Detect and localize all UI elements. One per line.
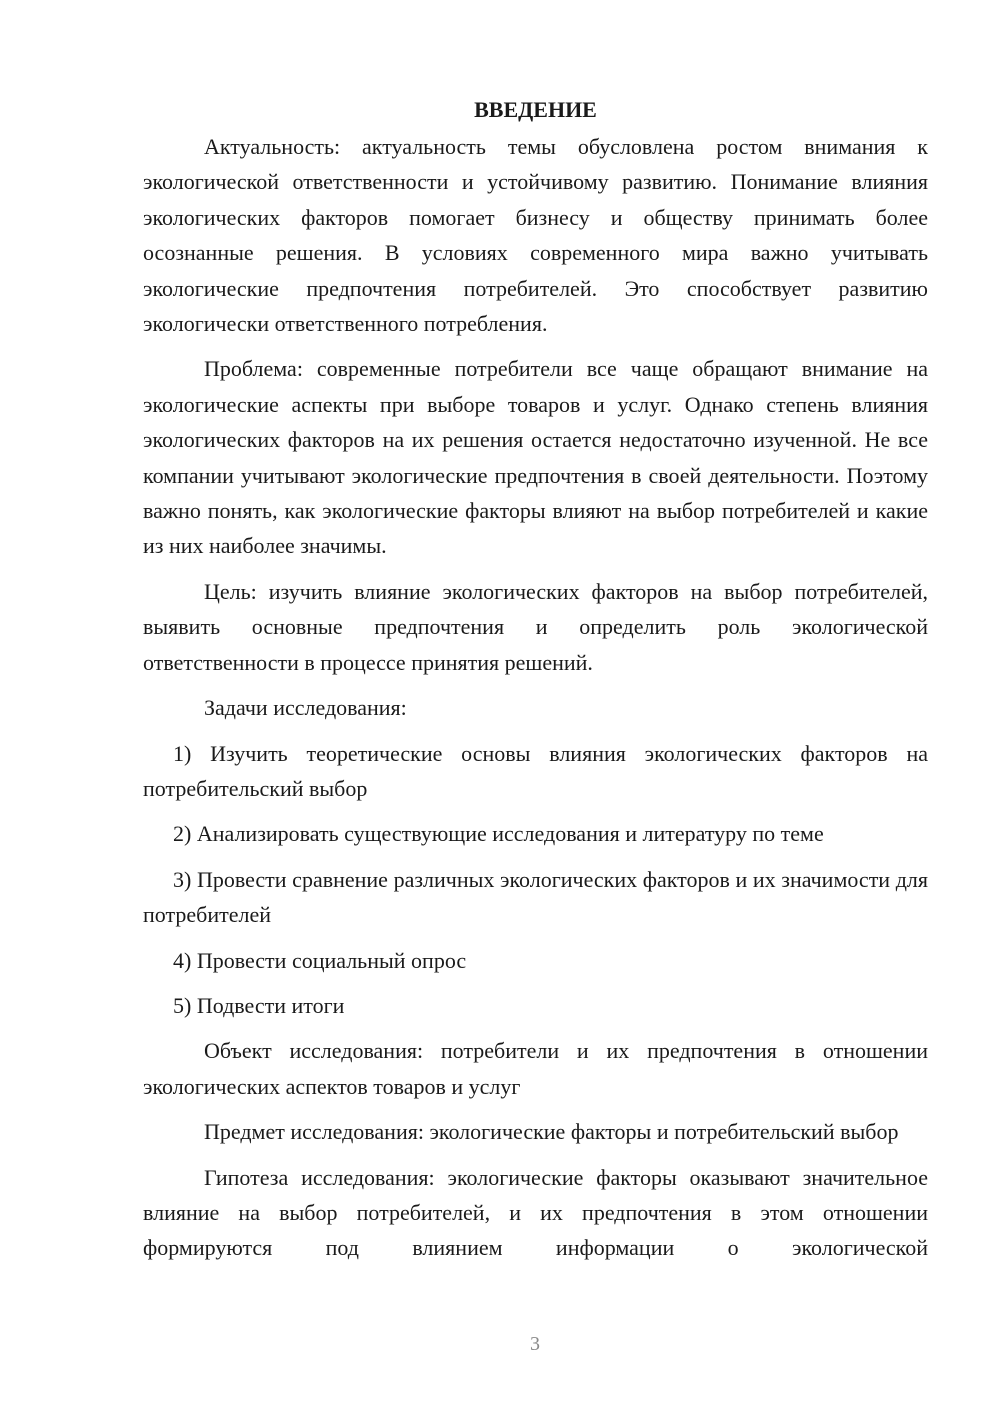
task-item: 1) Изучить теоретические основы влияния экологических факторов на потребительский выбор xyxy=(143,740,928,801)
paragraph-goal: Цель: изучить влияние экологических факторов на выбор потребителей, выявить основные предпочтения и определить роль экологической ответственности в процессе принятия решений. xyxy=(143,578,928,675)
page-number: 3 xyxy=(530,1333,540,1355)
paragraph-object: Объект исследования: потребители и их предпочтения в отношении экологических аспектов товаров и услуг xyxy=(143,1038,928,1099)
paragraph-hypothesis: Гипотеза исследования: экологические факторы оказывают значительное влияние на выбор потребителей, и их предпочтения в этом отношении формируются под влиянием информации о экологической xyxy=(143,1164,928,1261)
document-page xyxy=(143,92,928,1266)
paragraph-relevance: Актуальность: актуальность темы обусловлена ростом внимания к экологической ответственности и устойчивому развитию. Понимание влияния экологических факторов помогает бизнесу и обществу принимать более осознанные решения. В условиях современного мира важно учитывать экологические предпочтения потребителей. Это способствует развитию экологически ответственного потребления. xyxy=(143,134,928,337)
paragraph-subject: Предмет исследования: экологические факторы и потребительский выбор xyxy=(204,1119,899,1145)
task-item: 4) Провести социальный опрос xyxy=(173,947,467,973)
task-item: 5) Подвести итоги xyxy=(173,992,345,1018)
task-item: 2) Анализировать существующие исследования и литературу по теме xyxy=(173,821,824,847)
tasks-title: Задачи исследования: xyxy=(204,695,407,721)
section-heading: ВВЕДЕНИЕ xyxy=(474,97,597,122)
paragraph-problem: Проблема: современные потребители все чаще обращают внимание на экологические аспекты при выборе товаров и услуг. Однако степень влияния экологических факторов на их решения остается недостаточно изученной. Не все компании учитывают экологические предпочтения в своей деятельности. Поэтому важно понять, как экологические факторы влияют на выбор потребителей и какие из них наиболее значимы. xyxy=(143,356,928,559)
task-item: 3) Провести сравнение различных экологических факторов и их значимости для потребителей xyxy=(143,866,928,928)
